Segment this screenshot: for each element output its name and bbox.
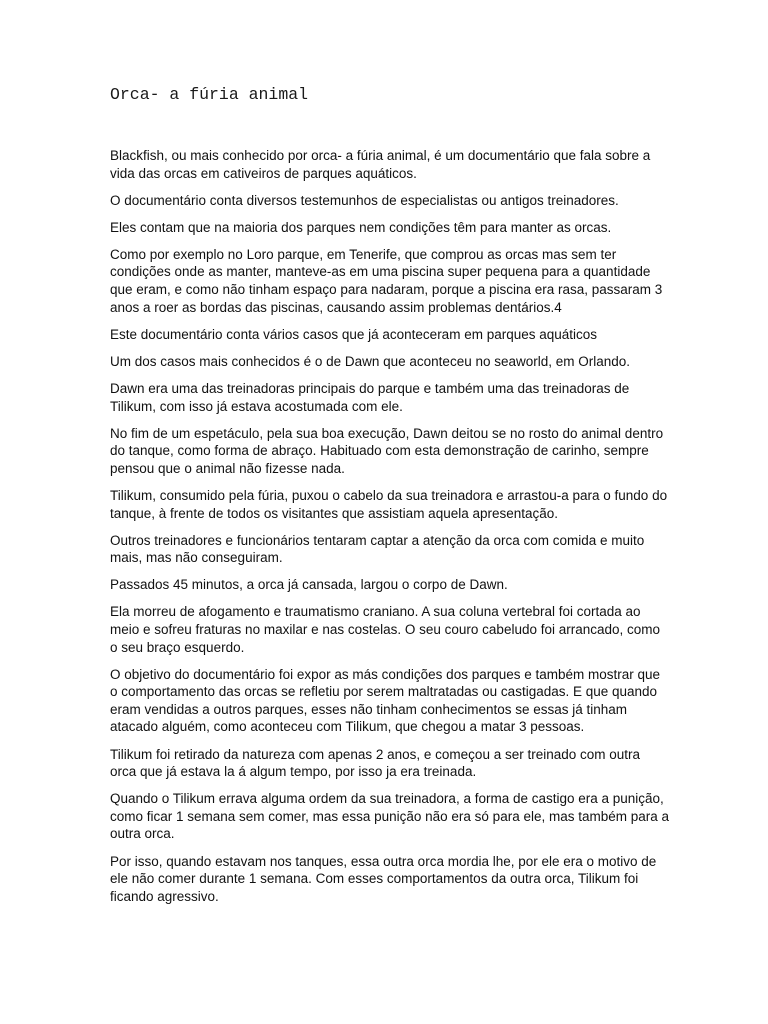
paragraph: No fim de um espetáculo, pela sua boa execução, Dawn deitou se no rosto do animal dentro do tanque, como forma de abraço. Habituado com esta demonstração de carinho, sempre pensou que o animal não fizesse nada. <box>110 425 664 476</box>
paragraph: Outros treinadores e funcionários tentaram captar a atenção da orca com comida e muito mais, mas não conseguiram. <box>110 532 645 566</box>
paragraph: Eles contam que na maioria dos parques nem condições têm para manter as orcas. <box>110 219 612 235</box>
paragraph: Blackfish, ou mais conhecido por orca- a fúria animal, é um documentário que fala sobre a vida das orcas em cativeiros de parques aquáticos. <box>110 148 651 181</box>
paragraph: Como por exemplo no Loro parque, em Tenerife, que comprou as orcas mas sem ter condições onde as manter, manteve-as em uma piscina super pequena para a quantidade que eram, e como não tinham espaço para nadaram, porque a piscina era rasa, passaram 3 anos a roer as bordas das piscinas, causando assim problemas dentários.4 <box>110 246 663 315</box>
paragraph: Quando o Tilikum errava alguma ordem da sua treinadora, a forma de castigo era a punição, como ficar 1 semana sem comer, mas essa punição não era só para ele, mas também para a outra orca. <box>110 791 670 842</box>
paragraph: Este documentário conta vários casos que já aconteceram em parques aquáticos <box>110 326 598 342</box>
paragraph: O documentário conta diversos testemunhos de especialistas ou antigos treinadores. <box>110 192 619 208</box>
paragraph: Ela morreu de afogamento e traumatismo craniano. A sua coluna vertebral foi cortada ao meio e sofreu fraturas no maxilar e nas costelas. O seu couro cabeludo foi arrancado, como o seu braço esquerdo. <box>110 604 661 655</box>
paragraph: Passados 45 minutos, a orca já cansada, largou o corpo de Dawn. <box>110 577 508 593</box>
paragraph: Dawn era uma das treinadoras principais do parque e também uma das treinadoras de Tilikum, com isso já estava acostumada com ele. <box>110 380 630 414</box>
paragraph: Por isso, quando estavam nos tanques, essa outra orca mordia lhe, por ele era o motivo de ele não comer durante 1 semana. Com esses comportamentos da outra orca, Tilikum foi ficando agressivo. <box>110 853 657 904</box>
paragraph: Tilikum foi retirado da natureza com apenas 2 anos, e começou a ser treinado com outra orca que já estava la á algum tempo, por isso ja era treinada. <box>110 746 641 780</box>
paragraph: Tilikum, consumido pela fúria, puxou o cabelo da sua treinadora e arrastou-a para o fundo do tanque, à frente de todos os visitantes que assistiam aquela apresentação. <box>110 487 668 521</box>
paragraph: O objetivo do documentário foi expor as más condições dos parques e também mostrar que o comportamento das orcas se refletiu por serem maltratadas ou castigadas. E que quando eram vendidas a outros parques, esses não tinham conhecimentos se essas já tinham atacado alguém, como aconteceu com Tilikum, que chegou a matar 3 pessoas. <box>110 666 661 735</box>
document-body <box>110 147 670 915</box>
paragraph: Um dos casos mais conhecidos é o de Dawn que aconteceu no seaworld, em Orlando. <box>110 353 631 369</box>
document-title: Orca- a fúria animal <box>110 85 309 104</box>
